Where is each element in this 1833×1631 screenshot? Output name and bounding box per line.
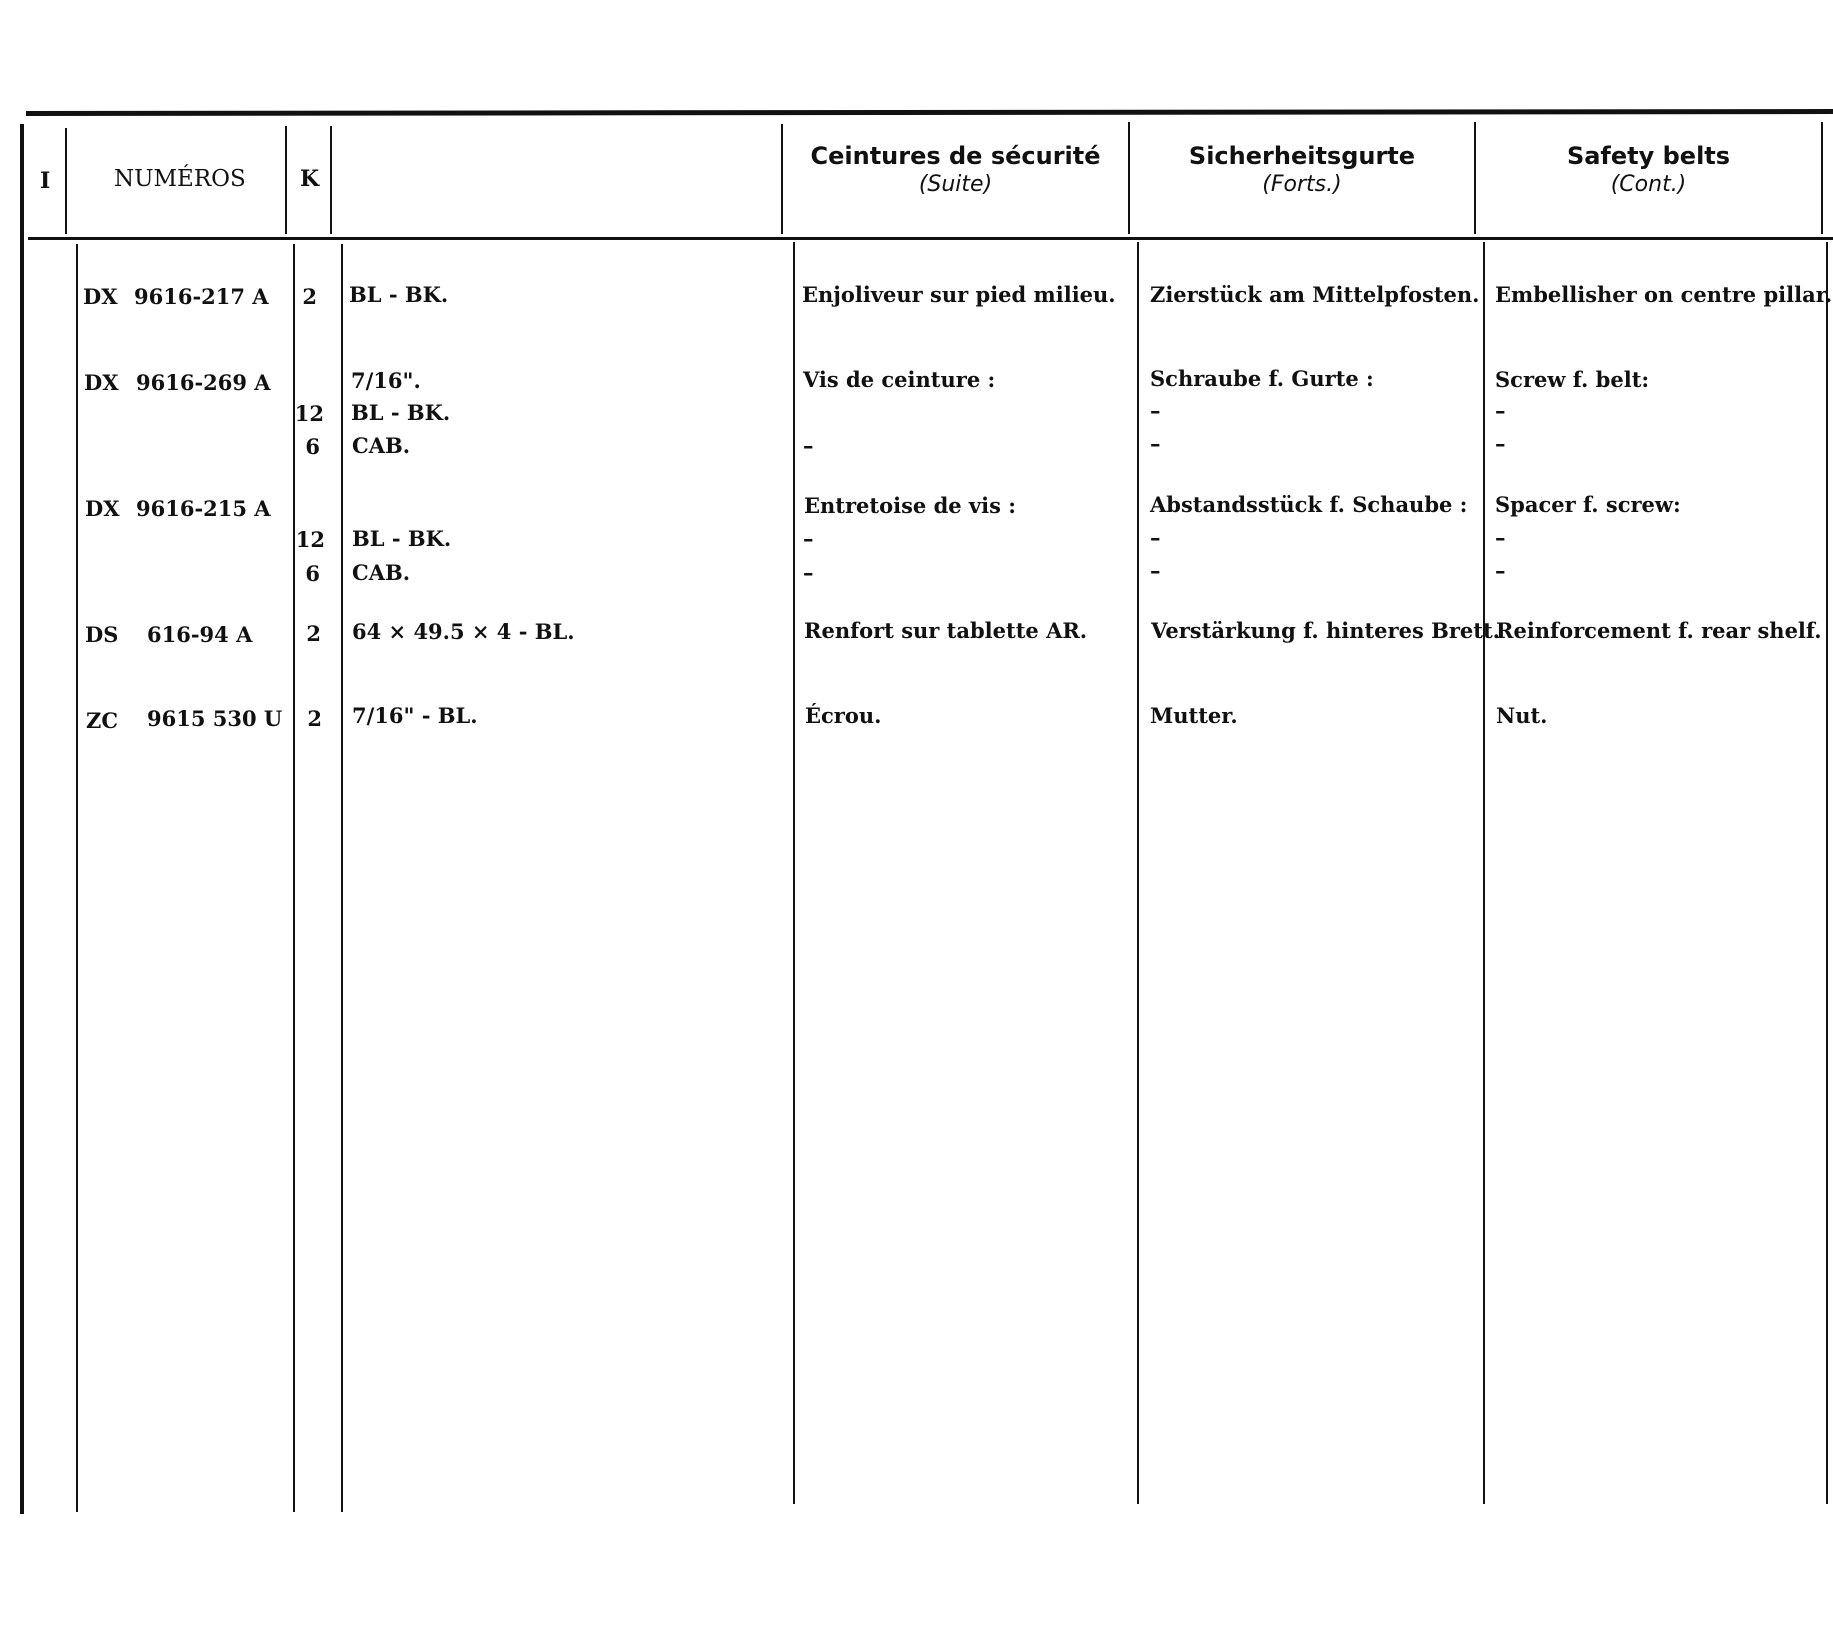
part-number: 9616-217 A [134,284,269,309]
part-prefix: DX [85,496,120,521]
spec: BL - BK. [352,526,452,551]
spec: CAB. [352,433,411,458]
header-en [1476,142,1821,197]
desc-fr: – [803,560,814,585]
desc-de: – [1150,398,1161,423]
left-border-rule [20,124,24,1514]
header-en-title: Safety belts [1566,142,1731,170]
spec: 7/16". [351,368,421,393]
desc-en: Reinforcement f. rear shelf. [1496,618,1822,643]
col-sep-numbers-body [76,244,78,1512]
part-number: 9615 530 U [147,706,283,731]
quantity-k: 2 [307,706,322,731]
desc-en: Embellisher on centre pillar. [1495,282,1833,307]
header-de [1130,142,1474,197]
header-en-sub: (Cont.) [1610,172,1687,197]
header-de-sub: (Forts.) [1262,172,1342,197]
desc-de: Mutter. [1150,703,1238,728]
header-fr-title: Ceintures de sécurité [810,142,1101,170]
col-sep-fr-body [793,242,795,1504]
desc-fr: – [803,433,814,458]
header-numbers: NUMÉROS [114,166,246,192]
part-prefix: DX [83,284,118,309]
desc-de: – [1150,525,1161,550]
col-sep-de-body [1137,242,1139,1504]
part-prefix: DX [84,370,119,395]
desc-en: – [1495,398,1506,423]
quantity-k: 12 [294,401,324,426]
spec: 7/16" - BL. [352,703,478,728]
quantity-k: 2 [302,284,317,309]
part-prefix: ZC [86,708,119,733]
part-number: 9616-215 A [136,496,271,521]
col-sep-spec-body [341,244,343,1512]
quantity-k: 12 [295,527,325,552]
desc-en: Nut. [1496,703,1548,728]
header-k: K [300,166,320,192]
quantity-k: 6 [305,561,320,586]
desc-en: Spacer f. screw: [1495,492,1681,517]
col-sep-en-body [1483,242,1485,1504]
desc-de: – [1150,558,1161,583]
part-number: 9616-269 A [136,370,271,395]
spec: CAB. [352,560,411,585]
col-sep-spec-header [330,126,332,234]
header-fr [783,142,1128,197]
desc-de: Schraube f. Gurte : [1150,366,1374,391]
spec: 64 × 49.5 × 4 - BL. [352,619,575,644]
col-sep-right-body [1826,242,1828,1504]
header-index: I [40,168,51,194]
col-sep-right-header [1821,122,1823,234]
desc-en: – [1495,558,1506,583]
col-sep-numbers-header [65,128,67,234]
col-sep-k-header [285,126,287,234]
desc-fr: Enjoliveur sur pied milieu. [802,282,1116,307]
header-de-title: Sicherheitsgurte [1188,142,1416,170]
spec: BL - BK. [349,282,449,307]
desc-fr: Renfort sur tablette AR. [804,618,1088,643]
quantity-k: 2 [306,621,321,646]
desc-fr: Entretoise de vis : [804,493,1016,518]
desc-fr: Vis de ceinture : [803,367,996,392]
desc-en: – [1495,431,1506,456]
spec: BL - BK. [351,400,451,425]
desc-de: Verstärkung f. hinteres Brett. [1151,618,1500,643]
desc-en: – [1495,525,1506,550]
quantity-k: 6 [305,434,320,459]
header-fr-sub: (Suite) [918,172,993,197]
part-prefix: DS [85,622,119,647]
desc-fr: Écrou. [805,703,882,728]
desc-fr: – [803,526,814,551]
desc-de: Abstandsstück f. Schaube : [1150,492,1468,517]
desc-de: – [1150,431,1161,456]
part-number: 616-94 A [147,622,253,647]
header-bottom-rule [28,237,1833,240]
desc-en: Screw f. belt: [1495,367,1650,392]
top-rule [26,109,1833,116]
desc-de: Zierstück am Mittelpfosten. [1150,282,1480,307]
